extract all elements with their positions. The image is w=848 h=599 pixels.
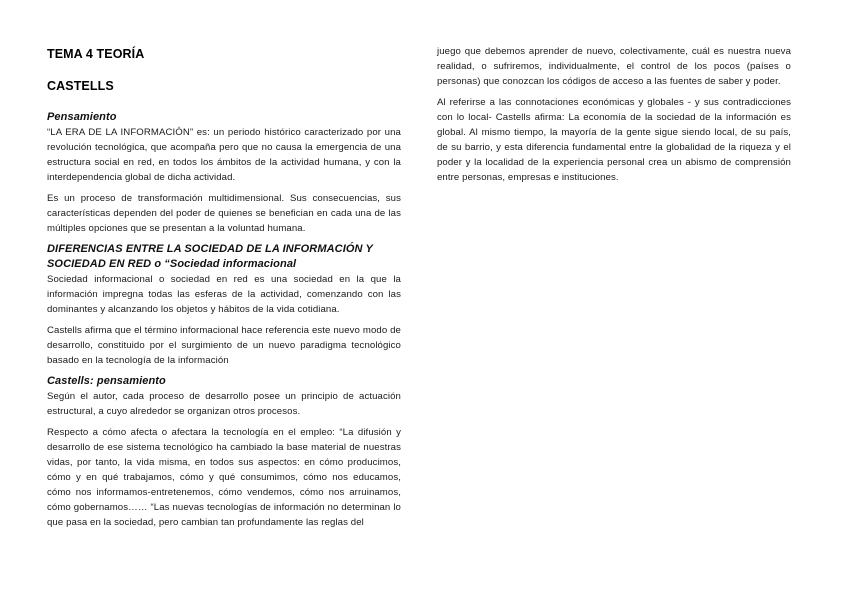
paragraph: Es un proceso de transformación multidimensional. Sus consecuencias, sus características dependen del poder de quienes se benefician en cada una de las múltiples opciones que se presentan a la voluntad humana. [47, 193, 401, 234]
paragraph: Respecto a cómo afecta o afectara la tecnología en el empleo: “La difusión y desarrollo de ese sistema tecnológico ha cambiado la base material de nuestras vidas, por tanto, la vida misma, en todos sus aspectos: en cómo producimos, cómo y en qué trabajamos, cómo y qué consumimos, cómo nos educamos, cómo nos informamos-entretenemos, cómo vendemos, cómo nos arruinamos, cómo gobernamos…… “Las nuevas tecnologías de información no determinan lo que pasa en la sociedad, pero cambian tan profundamente las reglas del [47, 427, 401, 528]
right-column [437, 44, 791, 191]
paragraph: Castells afirma que el término informacional hace referencia este nuevo modo de desarrollo, constituido por el surgimiento de un nuevo paradigma tecnológico basado en la tecnología de la información [47, 325, 401, 366]
section-heading-pensamiento: Pensamiento [47, 111, 117, 123]
section-heading-diferencias: DIFERENCIAS ENTRE LA SOCIEDAD DE LA INFORMACIÓN Y SOCIEDAD EN RED o “Sociedad informacional [47, 243, 373, 270]
paragraph: Al referirse a las connotaciones económicas y globales - y sus contradicciones con lo local- Castells afirma: La economía de la sociedad de la información es global. Al mismo tiempo, la mayoría de la gente sigue siendo local, de su país, de su barrio, y esta diferencia fundamental entre la globalidad de la riqueza y el poder y la localidad de la experiencia personal crea un abismo de comprensión entre personas, empresas e instituciones. [437, 97, 791, 183]
document-subtitle: CASTELLS [47, 79, 114, 93]
paragraph: juego que debemos aprender de nuevo, colectivamente, cuál es nuestra nueva realidad, o sufriremos, individualmente, el control de los pocos (países o personas) que conozcan los códigos de acceso a las fuentes de saber y poder. [437, 46, 791, 87]
document-title: TEMA 4 TEORÍA [47, 47, 145, 61]
paragraph: “LA ERA DE LA INFORMACIÓN” es: un periodo histórico caracterizado por una revolución tecnológica, que acompaña pero que no causa la emergencia de una estructura social en red, en todos los ámbitos de la actividad humana, y con la interdependencia global de dicha actividad. [47, 127, 401, 183]
paragraph: Sociedad informacional o sociedad en red es una sociedad en la que la información impregna todas las esferas de la actividad, comenzando con las dominantes y alcanzando los objetos y hábitos de la vida cotidiana. [47, 274, 401, 315]
left-column [47, 40, 401, 536]
paragraph: Según el autor, cada proceso de desarrollo posee un principio de actuación estructural, a cuyo alrededor se organizan otros procesos. [47, 391, 401, 417]
section-heading-castells-pensamiento: Castells: pensamiento [47, 375, 166, 387]
